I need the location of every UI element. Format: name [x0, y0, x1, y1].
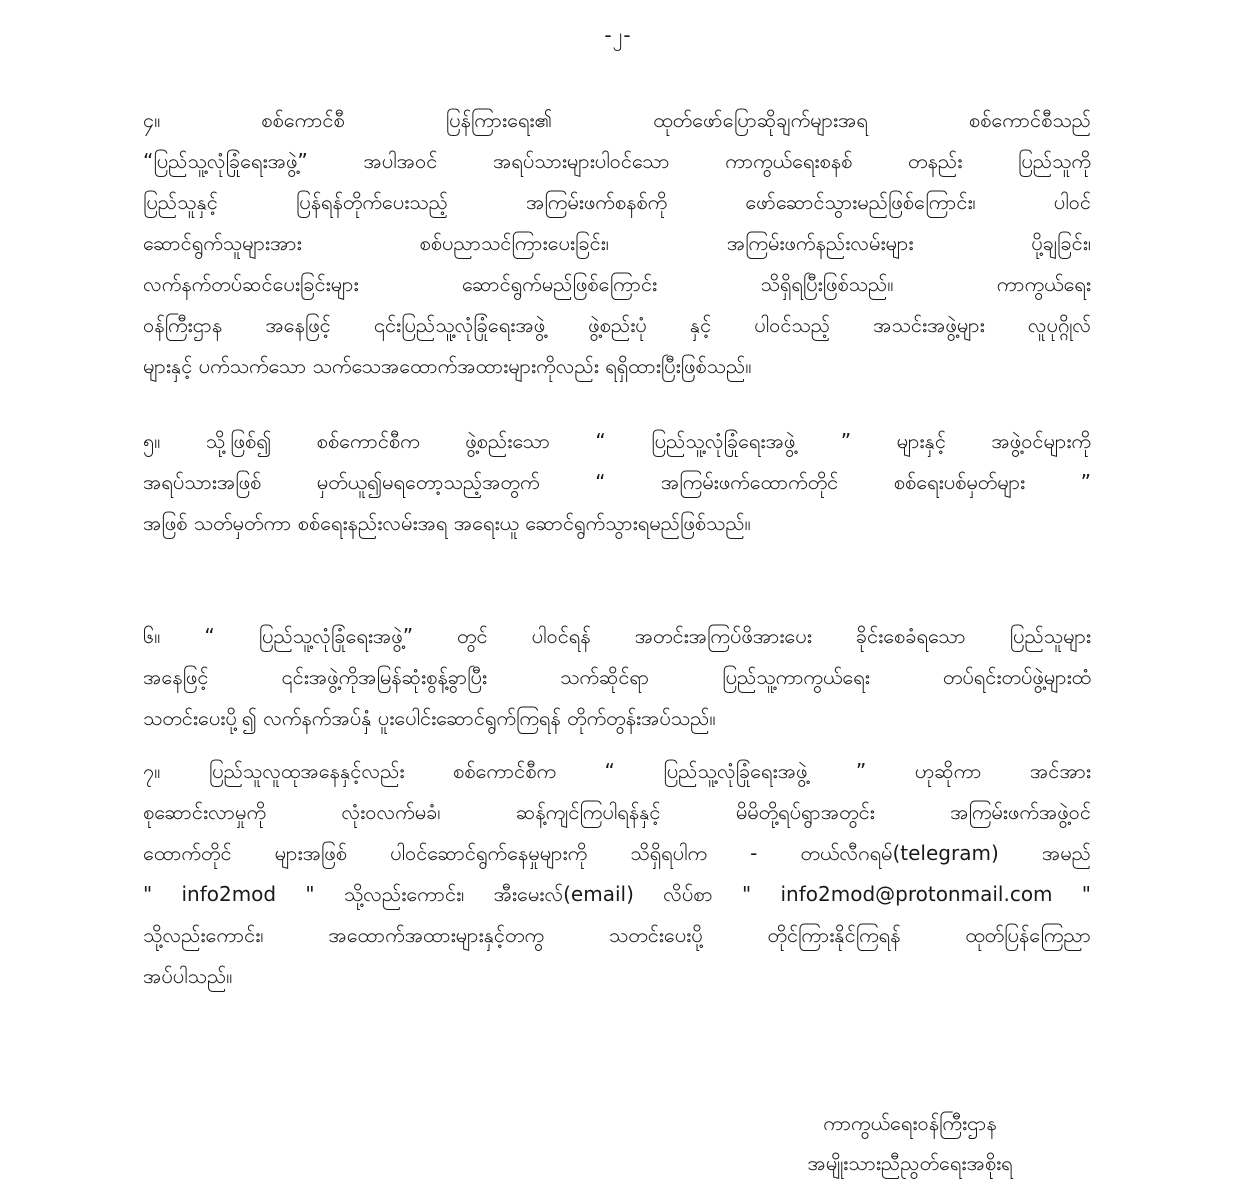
paragraph-line: အဖြစ် သတ်မှတ်ကာ စစ်ရေးနည်းလမ်းအရ အရေးယူ ဆောင်ရွက်သွားရမည်ဖြစ်သည်။ [143, 511, 751, 535]
paragraph-line: စုဆောင်းလာမှုကို လုံးဝလက်မခံ၊ ဆန့်ကျင်ကြပါရန်နှင့် မိမိတို့ရပ်ရွာအတွင်း အကြမ်းဖက်အဖွဲ့ဝင် [143, 800, 1091, 824]
paragraph-7 [143, 751, 1091, 997]
paragraph-line: ၄။ စစ်ကောင်စီ ပြန်ကြားရေး၏ ထုတ်ဖော်ပြောဆိုချက်များအရ စစ်ကောင်စီသည် [143, 100, 1091, 141]
paragraph-line: ပြည်သူနှင့် ပြန်ရန်တိုက်ပေးသည့် အကြမ်းဖက်စနစ်ကို ဖော်ဆောင်သွားမည်ဖြစ်ကြောင်း၊ ပါဝင် [143, 190, 1091, 214]
paragraph-number: ၄။ [143, 108, 161, 132]
paragraph-line: သို့လည်းကောင်း၊ အထောက်အထားများနှင့်တကွ သတင်းပေးပို့ တိုင်ကြားနိုင်ကြရန် ထုတ်ပြန်ကြေညာ [143, 923, 1091, 947]
paragraph-line: " info2mod " သို့လည်းကောင်း၊ အီးမေးလ်(email) လိပ်စာ " info2mod@protonmail.com " [143, 882, 1091, 906]
signature-ministry: ကာကွယ်ရေးဝန်ကြီးဌာန [823, 1111, 997, 1135]
paragraph-line: “ပြည်သူ့လုံခြုံရေးအဖွဲ့” အပါအဝင် အရပ်သားများပါဝင်သော ကာကွယ်ရေးစနစ် တနည်း ပြည်သူကို [143, 149, 1091, 173]
paragraph-line: သတင်းပေးပို့၍ လက်နက်အပ်နှံ ပူးပေါင်းဆောင်ရွက်ကြရန် တိုက်တွန်းအပ်သည်။ [143, 706, 716, 730]
paragraph-5 [143, 421, 1091, 544]
paragraph-number: ၆။ [143, 624, 161, 648]
paragraph-line: များနှင့် ပက်သက်သော သက်သေအထောက်အထားများကိုလည်း ရရှိထားပြီးဖြစ်သည်။ [143, 354, 752, 378]
page-number: -၂- [604, 23, 632, 47]
signature-government: အမျိုးသားညီညွတ်ရေးအစိုးရ [807, 1151, 1013, 1175]
paragraph-line: ထောက်တိုင် များအဖြစ် ပါဝင်ဆောင်ရွက်နေမှုများကို သိရှိရပါက - တယ်လီဂရမ်(telegram) အမည် [143, 841, 1091, 865]
paragraph-number: ၅။ [143, 429, 161, 453]
paragraph-line: အနေဖြင့် ၎င်းအဖွဲ့ကိုအမြန်ဆုံးစွန့်ခွာပြီး သက်ဆိုင်ရာ ပြည်သူ့ကာကွယ်ရေး တပ်ရင်းတပ်ဖွဲ့များထံ [143, 665, 1091, 689]
paragraph-6 [143, 616, 1091, 739]
paragraph-line: ဆောင်ရွက်သူများအား စစ်ပညာသင်ကြားပေးခြင်း၊ အကြမ်းဖက်နည်းလမ်းများ ပို့ချခြင်း၊ [143, 231, 1091, 255]
signature-block [760, 1103, 1060, 1183]
paragraph-line: ၆။ “ ပြည်သူ့လုံခြုံရေးအဖွဲ့” တွင် ပါဝင်ရန် အတင်းအကြပ်ဖိအားပေး ခိုင်းစေခံရသော ပြည်သူများ [143, 616, 1091, 657]
paragraph-4 [143, 100, 1091, 387]
paragraph-line: ဝန်ကြီးဌာန အနေဖြင့် ၎င်းပြည်သူ့လုံခြုံရေးအဖွဲ့ ဖွဲ့စည်းပုံ နှင့် ပါဝင်သည့် အသင်းအဖွဲ့များ လူပုဂ္ဂိုလ် [143, 313, 1091, 337]
paragraph-line: ၅။ သို့ဖြစ်၍ စစ်ကောင်စီက ဖွဲ့စည်းသော “ ပြည်သူ့လုံခြုံရေးအဖွဲ့ ” များနှင့် အဖွဲ့ဝင်များကို [143, 421, 1091, 462]
paragraph-line: လက်နက်တပ်ဆင်ပေးခြင်းများ ဆောင်ရွက်မည်ဖြစ်ကြောင်း သိရှိရပြီးဖြစ်သည်။ ကာကွယ်ရေး [143, 272, 1091, 296]
paragraph-number: ၇။ [143, 759, 161, 783]
paragraph-line: အပ်ပါသည်။ [143, 964, 233, 988]
paragraph-line: အရပ်သားအဖြစ် မှတ်ယူ၍မရတော့သည့်အတွက် “ အကြမ်းဖက်ထောက်တိုင် စစ်ရေးပစ်မှတ်များ ” [143, 470, 1091, 494]
paragraph-line: ၇။ ပြည်သူလူထုအနေနှင့်လည်း စစ်ကောင်စီက “ ပြည်သူ့လုံခြုံရေးအဖွဲ့ ” ဟုဆိုကာ အင်အား [143, 751, 1091, 792]
